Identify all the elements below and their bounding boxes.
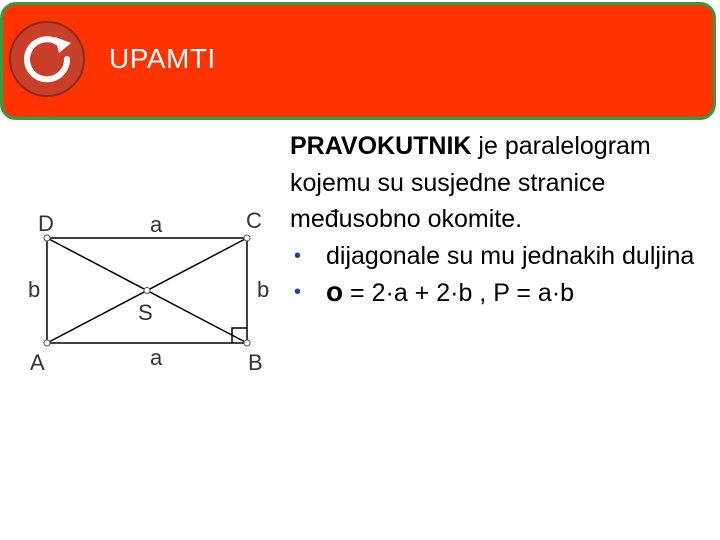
center-s-label: S (138, 300, 153, 325)
center-s-dot (144, 288, 150, 294)
banner-title: UPAMTI (109, 43, 216, 74)
banner (0, 2, 716, 120)
side-right-label: b (257, 277, 270, 302)
definition-rest: je paralelogram kojemu su susjedne stranice međusobno okomite. (290, 132, 651, 233)
bullet-text-formulas: = 2·a + 2·b , P = a·b (343, 279, 575, 307)
vertex-b-label: B (248, 350, 263, 375)
side-bottom-label: a (150, 345, 163, 370)
vertex-b-dot (244, 340, 250, 346)
rectangle-figure (20, 200, 280, 380)
bullet-text-diagonals: dijagonale su mu jednakih duljina (326, 241, 695, 270)
vertex-d-label: D (38, 211, 54, 236)
list-item (290, 274, 716, 312)
perimeter-symbol: o (326, 276, 344, 307)
vertex-a-dot (44, 340, 50, 346)
definition-term: PRAVOKUTNIK (290, 132, 472, 160)
definition-text (290, 128, 716, 312)
badge (9, 21, 85, 97)
vertex-c-dot (244, 235, 250, 241)
vertex-a-label: A (30, 350, 45, 375)
side-top-label: a (150, 212, 163, 237)
definition-paragraph (290, 128, 716, 238)
bullet-icon: • (294, 244, 302, 267)
side-left-label: b (28, 277, 41, 302)
vertex-c-label: C (246, 208, 262, 233)
list-item (290, 238, 716, 275)
property-list (290, 238, 716, 312)
refresh-circle-icon (11, 23, 83, 95)
bullet-icon: • (294, 281, 302, 303)
